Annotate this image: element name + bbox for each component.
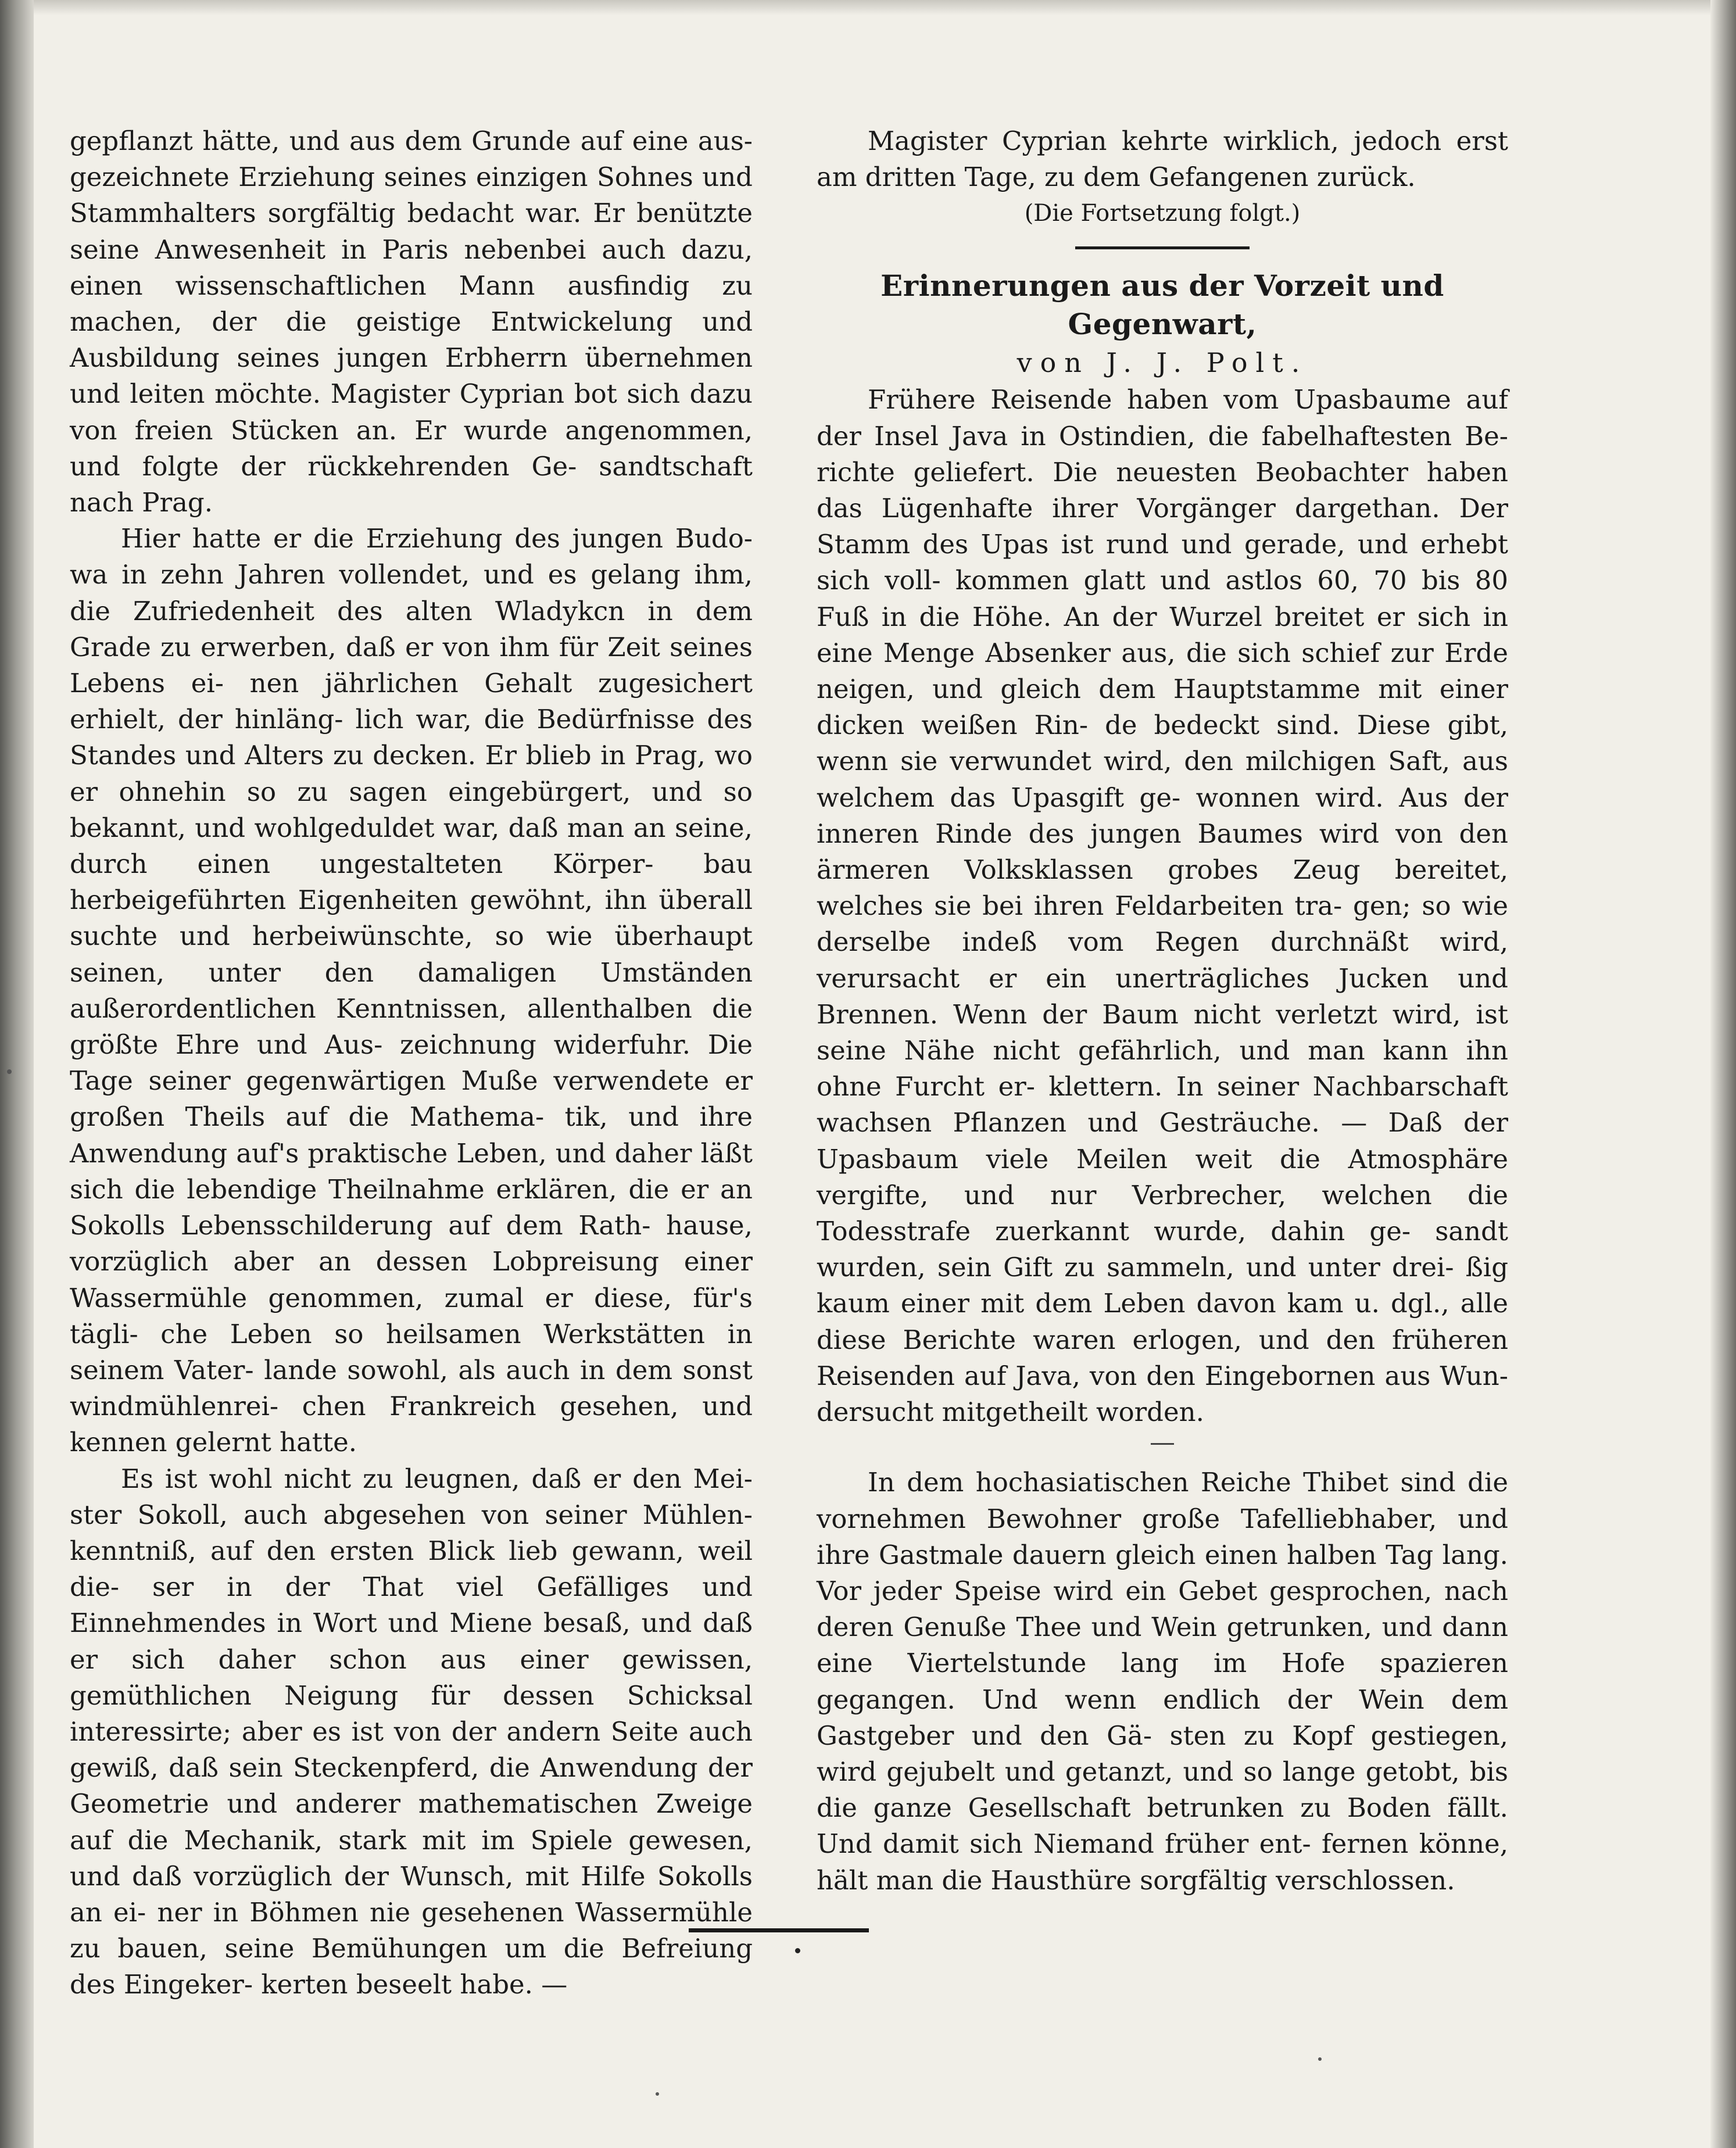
section-divider-rule [1075,246,1250,249]
left-paragraph-1: gepflanzt hätte, und aus dem Grunde auf eine aus- gezeichnete Erziehung seines einzigen Sohnes und Stammhalters sorgfältig bedacht war. Er benützte seine Anwesenheit in Paris nebenbei auch dazu, einen wissenschaftlichen Mann ausfindig zu machen, der die geistige Entwickelung und Ausbildung seines jungen Erbherrn übernehmen und leiten möchte. Magister Cyprian bot sich dazu von freien Stücken an. Er wurde angenommen, und folgte der rückkehrenden Ge- sandtschaft nach Prag. [70,126,753,518]
right-column [817,123,1508,1899]
thibet-paragraph: In dem hochasiatischen Reiche Thibet sind die vornehmen Bewohner große Tafelliebhaber, und ihre Gastmale dauern gleich einen halben Tag lang. Vor jeder Speise wird ein Gebet gesprochen, nach deren Genuße Thee und Wein getrunken, und dann eine Viertelstunde lang im Hofe spazieren gegangen. Und wenn endlich der Wein dem Gastgeber und den Gä- sten zu Kopf gestiegen, wird gejubelt und getanzt, und so lange getobt, bis die ganze Gesellschaft betrunken zu Boden fällt. Und damit sich Niemand früher ent- fernen könne, hält man die Hausthüre sorgfältig verschlossen. [817,1467,1508,1896]
upas-tree-paragraph: Frühere Reisende haben vom Upasbaume auf der Insel Java in Ostindien, die fabelhaftesten Be- richte geliefert. Die neuesten Beobachter haben das Lügenhafte ihrer Vorgänger dargethan. Der Stamm des Upas ist rund und gerade, und erhebt sich voll- kommen glatt und astlos 60, 70 bis 80 Fuß in die Höhe. An der Wurzel breitet er sich in eine Menge Absenker aus, die sich schief zur Erde neigen, und gleich dem Hauptstamme mit einer dicken weißen Rin- de bedeckt sind. Diese gibt, wenn sie verwundet wird, den milchigen Saft, aus welchem das Upasgift ge- wonnen wird. Aus der inneren Rinde des jungen Baumes wird von den ärmeren Volksklassen grobes Zeug bereitet, welches sie bei ihren Feldarbeiten tra- gen; so wie derselbe indeß vom Regen durchnäßt wird, verursacht er ein unerträgliches Jucken und Brennen. Wenn der Baum nicht verletzt wird, ist seine Nähe nicht gefährlich, und man kann ihn ohne Furcht er- klettern. In seiner Nachbarschaft wachsen Pflanzen und Gesträuche. — Daß der Upasbaum viele Meilen weit die Atmosphäre vergifte, und nur Verbrecher, welchen die Todesstrafe zuerkannt wurde, dahin ge- sandt wurden, sein Gift zu sammeln, und unter drei- ßig kaum einer mit dem Leben davon kam u. dgl., alle diese Berichte waren erlogen, und den früheren Reisenden auf Java, von den Eingebornen aus Wun- dersucht mitgetheilt worden. [817,384,1508,1428]
margin-speck [656,2092,659,2096]
end-rule [689,1928,869,1932]
left-paragraph-2: Hier hatte er die Erziehung des jungen Budo- wa in zehn Jahren vollendet, und es gelang ihm, die Zufriedenheit des alten Wladykcn in dem Grade zu erwerben, daß er von ihm für Zeit seines Lebens ei- nen jährlichen Gehalt zugesichert erhielt, der hinläng- lich war, die Bedürfnisse des Standes und Alters zu decken. Er blieb in Prag, wo er ohnehin so zu sagen eingebürgert, und so bekannt, und wohlgeduldet war, daß man an seine, durch einen ungestalteten Körper- bau herbeigeführten Eigenheiten gewöhnt, ihn überall suchte und herbeiwünschte, so wie überhaupt seinen, unter den damaligen Umständen außerordentlichen Kenntnissen, allenthalben die größte Ehre und Aus- zeichnung widerfuhr. Die Tage seiner gegenwärtigen Muße verwendete er großen Theils auf die Mathema- tik, und ihre Anwendung auf's praktische Leben, und daher läßt sich die lebendige Theilnahme erklären, die er an Sokolls Lebensschilderung auf dem Rath- hause, vorzüglich aber an dessen Lobpreisung einer Wassermühle genommen, zumal er diese, für's tägli- che Leben so heilsamen Werkstätten in seinem Vater- lande sowohl, als auch in dem sonst windmühlenrei- chen Frankreich gesehen, und kennen gelernt hatte. [70,523,753,1458]
section-dash [1151,1443,1174,1445]
margin-speck [1318,2057,1322,2061]
margin-speck [7,1069,12,1074]
page-top-shadow [34,0,1710,15]
article-author: von J. J. Polt. [1016,347,1308,379]
continuation-note: (Die Fortsetzung folgt.) [1024,200,1301,227]
right-opening-paragraph: Magister Cyprian kehrte wirklich, jedoch erst am dritten Tage, zu dem Gefangenen zurück. [817,126,1508,193]
left-column [70,123,753,2003]
end-dot [795,1948,800,1953]
page-edge-left [0,0,34,2148]
page-edge-right [1710,0,1736,2148]
article-title: Erinnerungen aus der Vorzeit und Gegenwart, [880,268,1444,342]
left-paragraph-3: Es ist wohl nicht zu leugnen, daß er den Mei- ster Sokoll, auch abgesehen von seiner Mühlen- kenntniß, auf den ersten Blick lieb gewann, weil die- ser in der That viel Gefälliges und Einnehmendes in Wort und Miene besaß, und daß er sich daher schon aus einer gewissen, gemüthlichen Neigung für dessen Schicksal interessirte; aber es ist von der andern Seite auch gewiß, daß sein Steckenpferd, die Anwendung der Geometrie und anderer mathematischen Zweige auf die Mechanik, stark mit im Spiele gewesen, und daß vorzüglich der Wunsch, mit Hilfe Sokolls an ei- ner in Böhmen nie gesehenen Wassermühle zu bauen, seine Bemühungen um die Befreiung des Eingeker- kerten beseelt habe. — [70,1463,753,2000]
